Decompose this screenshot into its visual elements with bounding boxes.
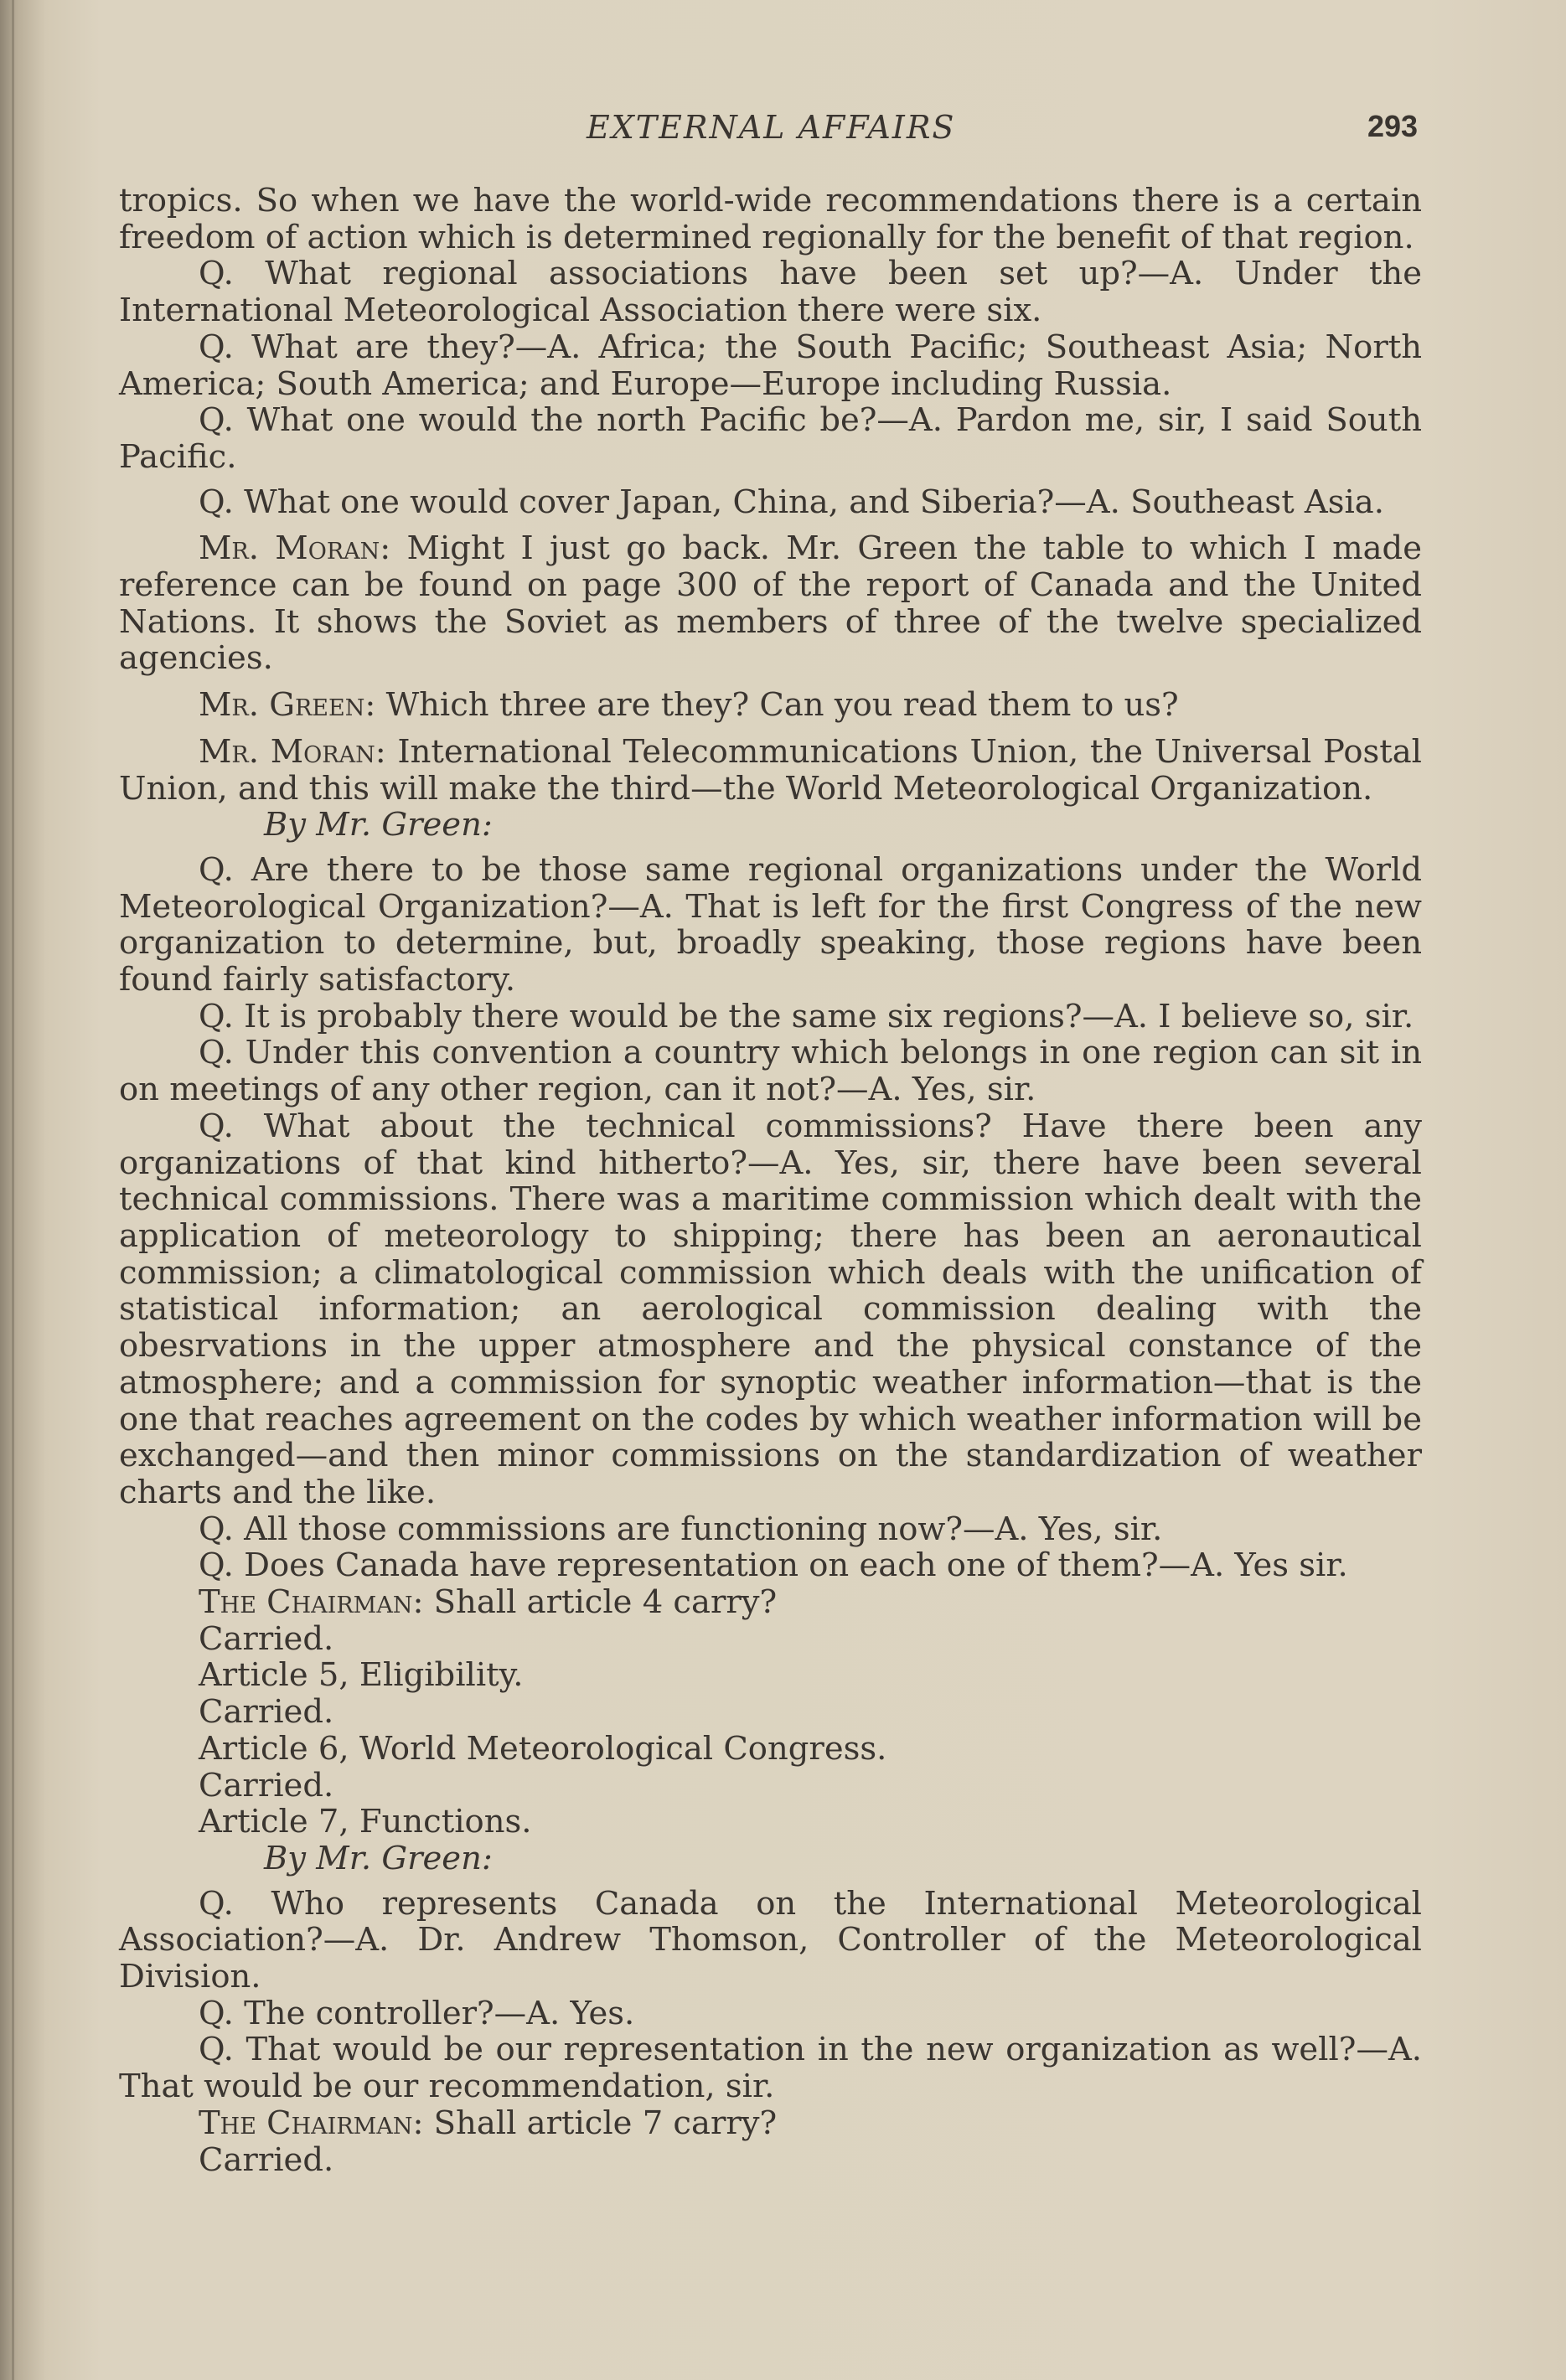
binding-gutter [12, 0, 14, 2380]
speaker-paragraph [119, 687, 1422, 724]
carried-line: Carried. [199, 1693, 334, 1732]
running-head [0, 109, 1566, 159]
byline: By Mr. Green: [264, 806, 493, 844]
speech-text: : Which three are they? Can you read them to us? [364, 686, 1179, 725]
speaker-name: The Chairman [199, 1583, 413, 1622]
article-heading: Article 6, World Meteorological Congress. [199, 1729, 887, 1768]
body-text [119, 183, 1422, 2178]
carried-line: Carried. [199, 1766, 334, 1804]
question-answer: Q. That would be our representation in the new organization as well?—A. That would be our recommendation, sir. [119, 2031, 1422, 2106]
speaker-paragraph [119, 530, 1422, 677]
running-title: EXTERNAL AFFAIRS [587, 109, 956, 146]
speaker-name: Mr. Moran [199, 732, 375, 771]
page-number: 293 [1367, 109, 1419, 143]
question-answer: Q. What are they?—A. Africa; the South Pacific; Southeast Asia; North America; South America; and Europe—Europe including Russia. [119, 328, 1422, 403]
article-heading: Article 5, Eligibility. [199, 1656, 524, 1695]
question-answer: Q. What one would cover Japan, China, and Siberia?—A. Southeast Asia. [199, 483, 1384, 521]
speaker-paragraph [119, 1584, 1422, 1621]
question-answer: Q. All those commissions are functioning now?—A. Yes, sir. [199, 1510, 1163, 1548]
question-answer: Q. What about the technical commissions? Have there been any organizations of that kind hitherto?—A. Yes, sir, there have been several technical commissions. There was a maritime commission which dealt with the application of meteorology to shipping; there has been an aeronautical commission; a climatological commission which deals with the unification of statistical information; an aerological commission dealing with the obesrvations in the upper atmosphere and the physical constance of the atmosphere; and a commission for synoptic weather information—that is the one that reaches agreement on the codes by which weather information will be exchanged—and then minor commissions on the standardization of weather charts and the like. [119, 1107, 1422, 1511]
article-heading: Article 7, Functions. [199, 1803, 532, 1841]
question-answer: Q. Under this convention a country which belongs in one region can sit in on meetings of any other region, can it not?—A. Yes, sir. [119, 1034, 1422, 1109]
question-answer: Q. Are there to be those same regional organizations under the World Meteorological Organization?—A. That is left for the first Congress of the new organization to determine, but, broadly speaking, those regions have been found fairly satisfactory. [119, 850, 1422, 999]
speech-text: : Might I just go back. Mr. Green the table to which I made reference can be found on page 300 of the report of Canada and the United Nations. It shows the Soviet as members of three of the twelve specialized agencies. [119, 529, 1422, 678]
speaker-name: Mr. Moran [199, 529, 380, 568]
question-answer: Q. What regional associations have been set up?—A. Under the International Meteorological Association there were six. [119, 255, 1422, 330]
speaker-name: Mr. Green [199, 686, 365, 725]
question-answer: Q. It is probably there would be the same six regions?—A. I believe so, sir. [199, 997, 1414, 1035]
speech-text: : Shall article 7 carry? [412, 2104, 778, 2142]
speaker-paragraph [119, 2105, 1422, 2142]
question-answer: Q. The controller?—A. Yes. [199, 1994, 635, 2032]
carried-line: Carried. [199, 2140, 334, 2179]
carried-line: Carried. [199, 1619, 334, 1658]
speech-text: : International Telecommunications Union, the Universal Postal Union, and this will make the third—the World Meteorological Organization. [119, 732, 1422, 808]
byline: By Mr. Green: [264, 1839, 493, 1877]
paragraph: tropics. So when we have the world-wide recommendations there is a certain freedom of action which is determined regionally for the benefit of that region. [119, 182, 1422, 256]
question-answer: Q. What one would the north Pacific be?—A. Pardon me, sir, I said South Pacific. [119, 401, 1422, 476]
question-answer: Q. Who represents Canada on the International Meteorological Association?—A. Dr. Andrew Thomson, Controller of the Meteorological Division. [119, 1884, 1422, 1996]
speaker-paragraph [119, 734, 1422, 807]
question-answer: Q. Does Canada have representation on each one of them?—A. Yes sir. [199, 1546, 1348, 1585]
speech-text: : Shall article 4 carry? [412, 1583, 778, 1622]
speaker-name: The Chairman [199, 2104, 413, 2142]
